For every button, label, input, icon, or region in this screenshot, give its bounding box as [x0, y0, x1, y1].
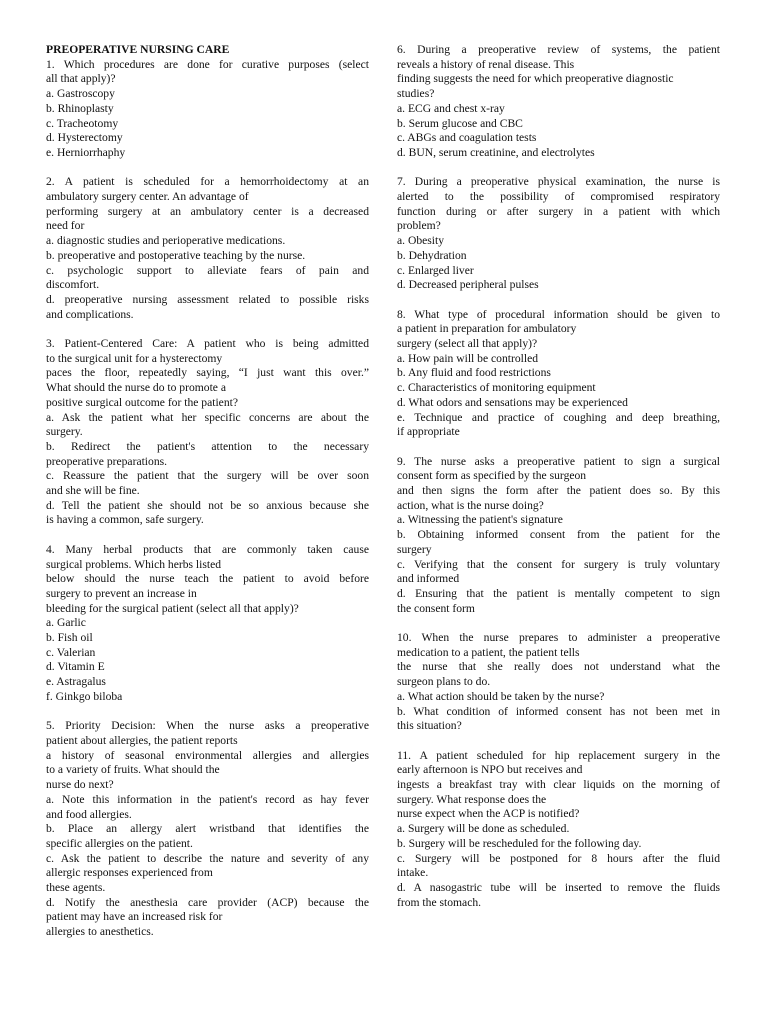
- text-line: and food allergies.: [46, 807, 132, 821]
- question-block: [46, 719, 369, 940]
- text-line: reveals a history of renal disease. This: [397, 57, 575, 71]
- text-line: d. Ensuring that the patient is mentally competent to sign: [397, 586, 720, 600]
- question-block: [46, 175, 369, 322]
- question-block: [46, 543, 369, 705]
- text-line: 5. Priority Decision: When the nurse asks a preoperative: [46, 719, 369, 733]
- text-line: allergic responses experienced from: [46, 866, 213, 880]
- question-block: [397, 631, 720, 734]
- left-column: [46, 43, 369, 955]
- text-line: medication to a patient, the patient tells: [397, 645, 580, 659]
- question-block: [397, 455, 720, 617]
- text-line: is having a common, safe surgery.: [46, 513, 204, 527]
- text-line: 1. Which procedures are done for curative purposes (select: [46, 57, 369, 71]
- text-line: surgery to prevent an increase in: [46, 586, 197, 600]
- text-line: a. diagnostic studies and perioperative medications.: [46, 234, 286, 248]
- text-line: 8. What type of procedural information should be given to: [397, 307, 720, 321]
- text-line: ambulatory surgery center. An advantage of: [46, 190, 249, 204]
- text-line: a history of seasonal environmental allergies and allergies: [46, 748, 369, 762]
- text-line: b. Dehydration: [397, 248, 467, 262]
- text-line: surgeon plans to do.: [397, 675, 491, 689]
- text-line: d. Tell the patient she should not be so anxious because she: [46, 498, 369, 512]
- text-line: c. Surgery will be postponed for 8 hours after the fluid: [397, 851, 720, 865]
- text-line: surgery.: [46, 425, 83, 439]
- text-line: a. What action should be taken by the nurse?: [397, 689, 605, 703]
- text-line: a. Witnessing the patient's signature: [397, 513, 563, 527]
- text-line: to a variety of fruits. What should the: [46, 763, 220, 777]
- text-line: b. Rhinoplasty: [46, 101, 114, 115]
- text-line: a. Obesity: [397, 234, 445, 248]
- text-line: function during or after surgery in a patient with which: [397, 204, 720, 218]
- text-line: d. Vitamin E: [46, 660, 105, 674]
- text-line: c. Reassure the patient that the surgery will be over soon: [46, 469, 369, 483]
- question-block: [46, 58, 369, 161]
- text-line: What should the nurse do to promote a: [46, 381, 226, 395]
- page-title: PREOPERATIVE NURSING CARE: [46, 43, 230, 56]
- text-line: problem?: [397, 219, 441, 233]
- text-line: performing surgery at an ambulatory center is a decreased: [46, 204, 369, 218]
- text-line: c. ABGs and coagulation tests: [397, 131, 537, 145]
- text-line: b. Obtaining informed consent from the patient for the: [397, 528, 720, 542]
- text-line: below should the nurse teach the patient to avoid before: [46, 572, 369, 586]
- text-line: 7. During a preoperative physical examination, the nurse is: [397, 175, 720, 189]
- text-line: d. What odors and sensations may be experienced: [397, 395, 628, 409]
- text-line: 4. Many herbal products that are commonly taken cause: [46, 542, 369, 556]
- text-line: 9. The nurse asks a preoperative patient to sign a surgical: [397, 454, 720, 468]
- text-line: b. Serum glucose and CBC: [397, 116, 523, 130]
- question-block: [397, 43, 720, 161]
- text-line: bleeding for the surgical patient (select all that apply)?: [46, 601, 299, 615]
- question-block: [46, 337, 369, 528]
- text-line: b. Redirect the patient's attention to the necessary: [46, 439, 369, 453]
- text-line: need for: [46, 219, 85, 233]
- text-line: studies?: [397, 87, 435, 101]
- text-line: c. Verifying that the consent for surgery is truly voluntary: [397, 557, 720, 571]
- text-line: surgery. What response does the: [397, 792, 547, 806]
- text-line: a. Note this information in the patient's record as hay fever: [46, 792, 369, 806]
- text-line: surgery (select all that apply)?: [397, 337, 538, 351]
- text-line: c. psychologic support to alleviate fears of pain and: [46, 263, 369, 277]
- text-line: d. Notify the anesthesia care provider (ACP) because the: [46, 895, 369, 909]
- text-line: discomfort.: [46, 278, 100, 292]
- text-line: a. Gastroscopy: [46, 87, 115, 101]
- text-line: patient may have an increased risk for: [46, 910, 223, 924]
- text-line: d. preoperative nursing assessment related to possible risks: [46, 292, 369, 306]
- text-line: specific allergies on the patient.: [46, 836, 193, 850]
- text-line: d. Decreased peripheral pulses: [397, 278, 539, 292]
- text-line: c. Valerian: [46, 645, 96, 659]
- text-line: b. Fish oil: [46, 631, 93, 645]
- text-line: finding suggests the need for which preoperative diagnostic: [397, 72, 674, 86]
- text-line: all that apply)?: [46, 72, 116, 86]
- text-line: and complications.: [46, 307, 134, 321]
- left-questions: [46, 58, 369, 940]
- text-line: a. How pain will be controlled: [397, 351, 539, 365]
- text-line: d. Hysterectomy: [46, 131, 123, 145]
- text-line: e. Astragalus: [46, 675, 106, 689]
- text-line: 11. A patient scheduled for hip replacement surgery in the: [397, 748, 720, 762]
- text-line: preoperative preparations.: [46, 454, 168, 468]
- text-line: nurse expect when the ACP is notified?: [397, 807, 580, 821]
- text-line: b. Any fluid and food restrictions: [397, 366, 551, 380]
- text-line: the nurse that she really does not understand what the: [397, 660, 720, 674]
- text-line: alerted to the possibility of compromised respiratory: [397, 190, 720, 204]
- text-line: c. Enlarged liver: [397, 263, 474, 277]
- text-line: and then signs the form after the patient does so. By this: [397, 484, 720, 498]
- text-line: a. Garlic: [46, 616, 86, 630]
- text-line: ingests a breakfast tray with clear liquids on the morning of: [397, 778, 720, 792]
- text-line: c. Ask the patient to describe the nature and severity of any: [46, 851, 369, 865]
- question-block: [397, 749, 720, 911]
- text-line: surgery: [397, 542, 432, 556]
- text-line: c. Characteristics of monitoring equipment: [397, 381, 596, 395]
- question-block: [397, 308, 720, 440]
- text-line: the consent form: [397, 601, 475, 615]
- text-line: to the surgical unit for a hysterectomy: [46, 351, 223, 365]
- text-line: e. Technique and practice of coughing and deep breathing,: [397, 410, 720, 424]
- text-line: from the stomach.: [397, 895, 482, 909]
- text-line: 6. During a preoperative review of systems, the patient: [397, 43, 720, 56]
- text-line: 2. A patient is scheduled for a hemorrhoidectomy at an: [46, 175, 369, 189]
- right-questions: [397, 43, 720, 910]
- text-line: patient about allergies, the patient reports: [46, 733, 238, 747]
- text-line: b. Surgery will be rescheduled for the following day.: [397, 836, 642, 850]
- text-line: positive surgical outcome for the patient?: [46, 395, 238, 409]
- text-line: consent form as specified by the surgeon: [397, 469, 587, 483]
- text-line: b. Place an allergy alert wristband that identifies the: [46, 822, 369, 836]
- text-line: paces the floor, repeatedly saying, “I just want this over.”: [46, 366, 369, 380]
- text-line: these agents.: [46, 881, 106, 895]
- text-line: this situation?: [397, 719, 462, 733]
- text-line: early afternoon is NPO but receives and: [397, 763, 583, 777]
- text-line: b. preoperative and postoperative teaching by the nurse.: [46, 248, 306, 262]
- text-line: c. Tracheotomy: [46, 116, 119, 130]
- text-line: d. BUN, serum creatinine, and electrolytes: [397, 145, 595, 159]
- text-line: a. Surgery will be done as scheduled.: [397, 822, 570, 836]
- text-line: surgical problems. Which herbs listed: [46, 557, 222, 571]
- text-line: action, what is the nurse doing?: [397, 498, 544, 512]
- text-line: f. Ginkgo biloba: [46, 689, 123, 703]
- text-line: a. ECG and chest x-ray: [397, 101, 505, 115]
- text-line: a patient in preparation for ambulatory: [397, 322, 577, 336]
- text-line: 10. When the nurse prepares to administer a preoperative: [397, 631, 720, 645]
- text-line: and informed: [397, 572, 460, 586]
- text-line: d. A nasogastric tube will be inserted to remove the fluids: [397, 881, 720, 894]
- text-line: b. What condition of informed consent has not been met in: [397, 704, 720, 718]
- text-line: and she will be fine.: [46, 484, 140, 498]
- text-line: intake.: [397, 866, 429, 880]
- text-line: nurse do next?: [46, 778, 114, 792]
- text-line: if appropriate: [397, 425, 460, 439]
- text-line: allergies to anesthetics.: [46, 925, 154, 939]
- question-block: [397, 175, 720, 293]
- right-column: [397, 43, 720, 925]
- text-line: e. Herniorrhaphy: [46, 145, 126, 159]
- text-line: a. Ask the patient what her specific concerns are about the: [46, 410, 369, 424]
- text-line: 3. Patient-Centered Care: A patient who is being admitted: [46, 337, 369, 351]
